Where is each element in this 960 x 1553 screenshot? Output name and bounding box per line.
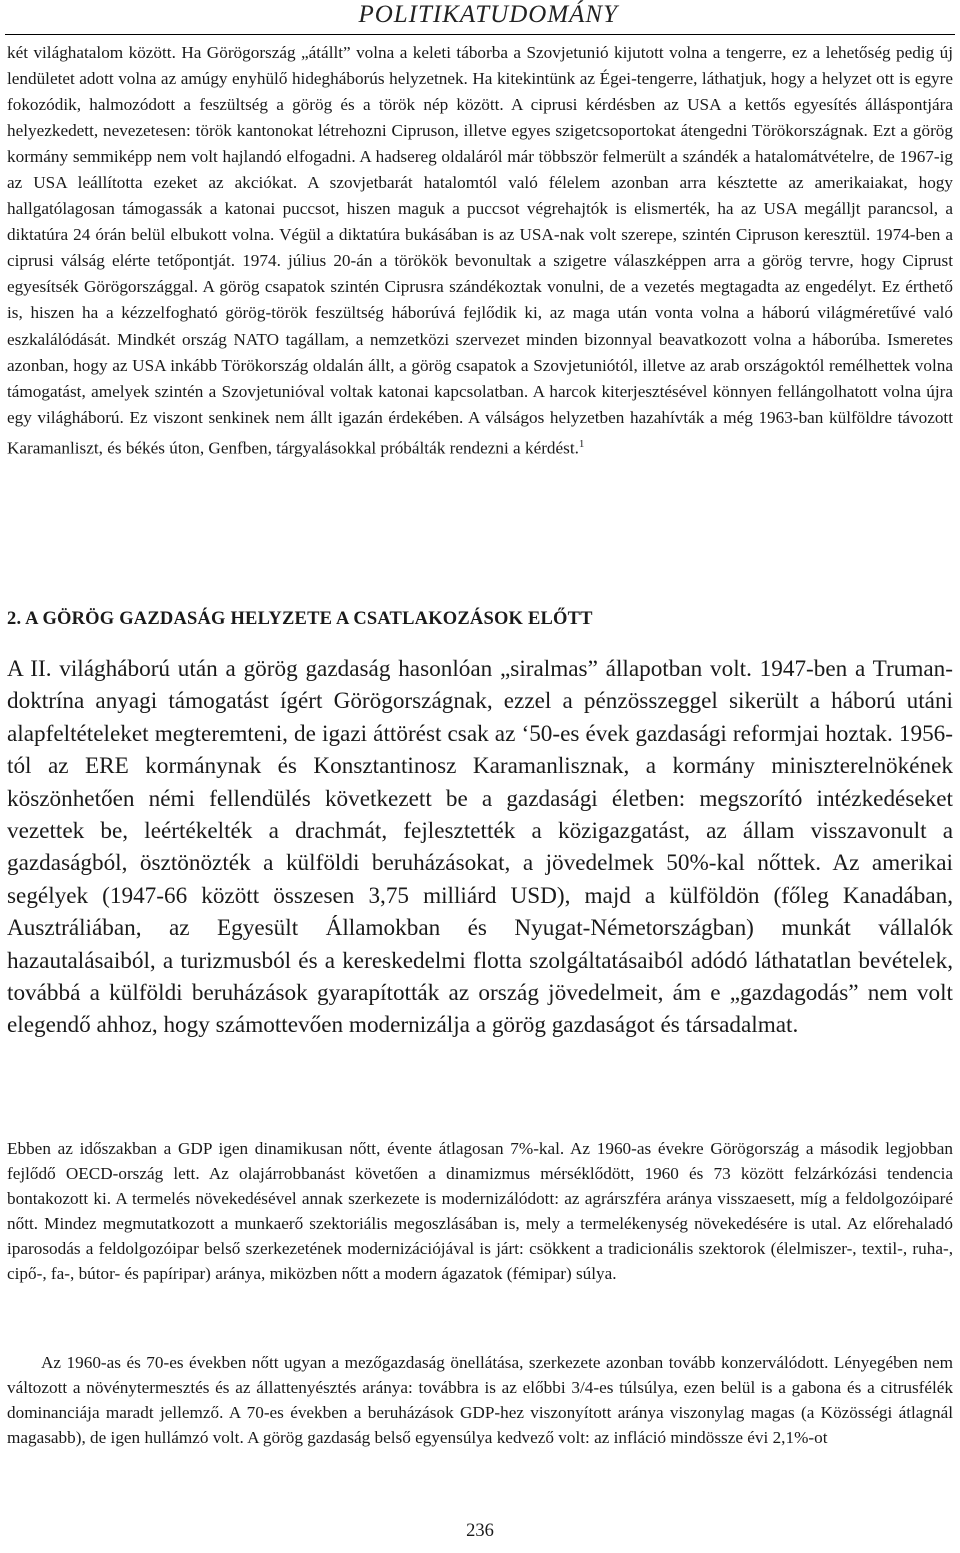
running-header: [0, 0, 960, 36]
section-heading: 2. A GÖRÖG GAZDASÁG HELYZETE A CSATLAKOZÁSOK ELŐTT: [7, 609, 593, 629]
header-rule: [5, 34, 955, 35]
footnote-reference[interactable]: 1: [578, 437, 585, 450]
body-paragraph-3: Ebben az időszakban a GDP igen dinamikusan nőtt, évente átlagosan 7%-kal. Az 1960-as évekre Görögország a második legjobban fejlődő OECD-ország lett. Az olajárrobbanást követően a dinamizmus mérséklődött, 1960 és 73 között felzárkózási tendencia bontakozott ki. A termelés növekedésével annak szerkezete is modernizálódott: az agrárszféra aránya visszaesett, míg a feldolgozóiparé nőtt. Mindez megmutatkozott a munkaerő szektoriális megoszlásában is, mely a termelékenység növekedésére is utal. Az előrehaladó iparosodás a feldolgozóipar belső szerkezetének modernizációjával is járt: csökkent a tradicionális szektorok (élelmiszer-, textil-, ruha-, cipő-, fa-, bútor- és papíripar) aránya, miközben nőtt a modern ágazatok (fémipar) súlya.: [7, 1139, 953, 1284]
body-paragraph-1-text: két világhatalom között. Ha Görögország „átállt” volna a keleti táborba a Szovjetunió kijutott volna a tengerre, ez a lehetőség pedig új lendületet adott volna az amúgy enyhülő hidegháborús helyzetnek. Ha kitekintünk az Égei-tengerre, láthatjuk, hogy a helyzet ott is egyre fokozódik, halmozódott a feszültség a görög és a török nép között. A ciprusi kérdésben az USA a kettős egyesítés álláspontjára helyezkedett, nevezetesen: török kantonokat létrehozni Cipruson, illetve egyes szigetcsoportokat átengedni Törökországnak. Ezt a görög kormány semmiképp nem volt hajlandó elfogadni. A hadsereg oldaláról már többször felmerült a szándék a hatalomátvételre, de 1967-ig az USA leállította ezeket az akciókat. A szovjetbarát hatalomtól való félelem azonban arra késztette az amerikaiakat, hogy hallgatólagosan támogassák a katonai puccsot, hiszen maguk a puccsot végrehajtók is elismerték, ha az USA megálljt parancsol, a diktatúra 24 órán belül elbukott volna. Végül a diktatúra bukásában is az USA-nak volt szerepe, szintén Cipruson keresztül. 1974-ben a ciprusi válság elérte tetőpontját. 1974. július 20-án a törökök bevonultak a szigetre válaszképpen arra a görög tervre, hogy Ciprust egyesítsék Görögországgal. A görög csapatok szintén Ciprusra szándékoztak vonulni, de a vezetés megtagadta az engedélyt. Ez érthető is, hiszen ha a kézzelfogható görög-török feszültség háborúvá fejlődik ki, az maga után vonta volna a háború világméretűvé való eszkalálódását. Mindkét ország NATO tagállam, a nemzetközi szervezet minden bizonnyal beavatkozott volna a háborúba. Ismeretes azonban, hogy az USA inkább Törökország oldalán állt, a görög csapatok a Szovjetuniótól, illetve az arab országoktól remélhettek volna támogatást, amelyek szintén a Szovjetunióval voltak katonai kapcsolatban. A harcok kiterjesztésével könnyen fellángolhatott volna újra egy világháború. Ez viszont senkinek nem állt igazán érdekében. A válságos helyzetben hazahívták a még 1963-ban külföldre távozott Karamanliszt, és békés úton, Genfben, tárgyalásokkal próbálták rendezni a kérdést.: [7, 43, 953, 458]
body-paragraph-4: Az 1960-as és 70-es években nőtt ugyan a mezőgazdaság önellátása, szerkezete azonban tovább konzerválódott. Lényegében nem változott a növénytermesztés és az állattenyésztés aránya: továbbra is az előbbi 3/4-es túlsúlya, ezen belül is a gabona és a citrusfélék dominanciája maradt jellemző. A 70-es években a beruházások GDP-hez viszonyított aránya viszonylag magas (a Közösségi átlagnál magasabb), de igen hullámzó volt. A görög gazdaság belső egyensúlya kedvező volt: az infláció mindössze évi 2,1%-ot: [7, 1353, 953, 1448]
running-header-title: POLITIKATUDOMÁNY: [358, 1, 618, 28]
page-number: 236: [466, 1521, 494, 1541]
body-paragraph-1: [7, 40, 953, 461]
body-paragraph-2: A II. világháború után a görög gazdaság hasonlóan „siralmas” állapotban volt. 1947-ben a Truman-doktrína anyagi támogatást ígért Görögországnak, ezzel a pénzösszeggel sikerült a háború utáni alapfeltételeket megteremteni, de igazi áttörést csak az ‘50-es évek gazdasági reformjai hoztak. 1956-tól az ERE kormánynak és Konsztantinosz Karamanlisznak, a kormány miniszterelnökének köszönhetően némi fellendülés következett be a gazdasági életben: megszorító intézkedéseket vezettek be, leértékelték a drachmát, fejlesztették a közigazgatást, az állam visszavonult a gazdaságból, ösztönözték a külföldi beruházásokat, a jövedelmek 50%-kal nőttek. Az amerikai segélyek (1947-66 között összesen 3,75 milliárd USD), majd a külföldön (főleg Kanadában, Ausztráliában, az Egyesült Államokban és Nyugat-Németországban) munkát vállalók hazautalásaiból, a turizmusból és a kereskedelmi flotta szolgáltatásaiból adódó láthatatlan bevételek, továbbá a külföldi beruházások gyarapították az ország jövedelmeit, ám e „gazdagodás” nem volt elegendő ahhoz, hogy számottevően modernizálja a görög gazdaságot és társadalmat.: [7, 656, 953, 1039]
